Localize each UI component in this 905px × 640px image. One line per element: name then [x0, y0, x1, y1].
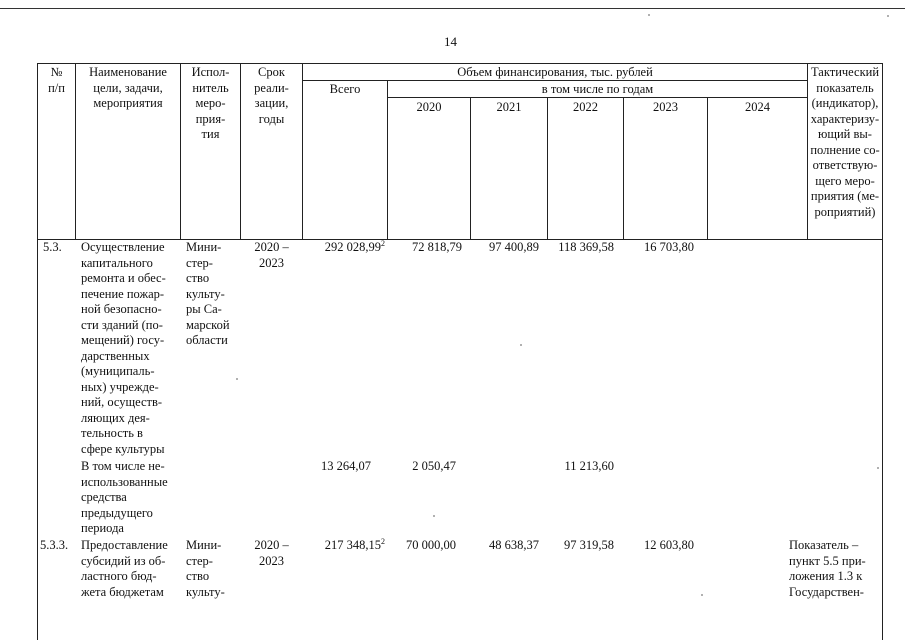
scan-speck	[877, 467, 879, 469]
table-left-border	[37, 63, 38, 640]
scan-speck	[236, 378, 238, 380]
col-divider	[470, 97, 471, 240]
row-1-2021: 97 400,89	[489, 240, 539, 254]
col-divider	[707, 97, 708, 240]
header-by-years: в том числе по годам	[541, 82, 654, 96]
row-1-total-value: 292 028,99	[324, 240, 381, 254]
scan-speck	[648, 14, 650, 16]
header-term: Срок реали- зации, годы	[254, 65, 289, 126]
row-1-2022: 118 369,58	[558, 240, 614, 254]
row-3-name: Предоставление субсидий из об- ластного бюд- жета бюджетам	[81, 538, 168, 599]
row-3-executor: Мини- стер- ство культу-	[186, 538, 225, 599]
row-1-total	[303, 240, 385, 256]
row-2-2022: 11 213,60	[564, 459, 614, 473]
header-indicator: Тактический показатель (индикатор), характеризу- ющий вы- полнение со- ответствую- щего меро- приятия (ме- роприятий)	[810, 65, 880, 219]
row-3-total-value: 217 348,15	[324, 538, 381, 552]
row-2-name: В том числе не- использованные средства предыдущего периода	[81, 459, 168, 535]
row-1-executor: Мини- стер- ство культу- ры Са- марской области	[186, 240, 230, 347]
row-2-2020: 2 050,47	[412, 459, 456, 473]
col-divider	[75, 63, 76, 240]
header-num: № п/п	[48, 65, 65, 95]
header-financing: Объем финансирования, тыс. рублей	[457, 65, 653, 79]
row-3-total-footnote: 2	[381, 536, 385, 546]
row-3-2020: 70 000,00	[406, 538, 456, 552]
row-3-indicator: Показатель – пункт 5.5 при- ложения 1.3 к Государствен-	[789, 538, 866, 599]
table-right-border	[882, 63, 883, 640]
page-number: 14	[444, 34, 457, 49]
col-divider	[623, 97, 624, 240]
row-1-num: 5.3.	[43, 240, 62, 254]
scan-speck	[433, 515, 435, 517]
header-year-2024: 2024	[745, 100, 770, 114]
row-1-2020: 72 818,79	[412, 240, 462, 254]
scan-speck	[701, 594, 703, 596]
row-3-2023: 12 603,80	[644, 538, 694, 552]
header-year-2021: 2021	[496, 100, 522, 114]
row-1-total-footnote: 2	[381, 238, 385, 248]
scan-speck	[520, 344, 522, 346]
row-2-total-value: 13 264,07	[321, 459, 371, 473]
row-1-2023: 16 703,80	[644, 240, 694, 254]
row-3-num: 5.3.3.	[40, 538, 69, 552]
header-year-2022: 2022	[573, 100, 598, 114]
header-executor: Испол- нитель меро- прия- тия	[191, 65, 230, 141]
row-3-2021: 48 638,37	[489, 538, 539, 552]
row-3-total	[303, 538, 385, 554]
header-total: Всего	[329, 82, 361, 96]
header-year-2023: 2023	[653, 100, 678, 114]
table-top-border	[37, 63, 882, 64]
row-3-2022: 97 319,58	[564, 538, 614, 552]
row-2-total	[303, 459, 371, 475]
row-1-term: 2020 – 2023	[254, 240, 289, 270]
header-name: Наименование цели, задачи, мероприятия	[89, 65, 167, 110]
header-year-2020: 2020	[416, 100, 442, 114]
row-3-term: 2020 – 2023	[254, 538, 289, 568]
scan-speck	[887, 15, 889, 17]
col-divider	[547, 97, 548, 240]
row-1-name: Осуществление капитального ремонта и обес- печение пожар- ной безопасно- сти зданий (по- мещений) госу- дарственных (муниципаль- ных) учрежде- ний, осуществ- ляющих дея- тельность в сфере культуры	[81, 240, 166, 456]
top-edge-line	[0, 8, 905, 9]
